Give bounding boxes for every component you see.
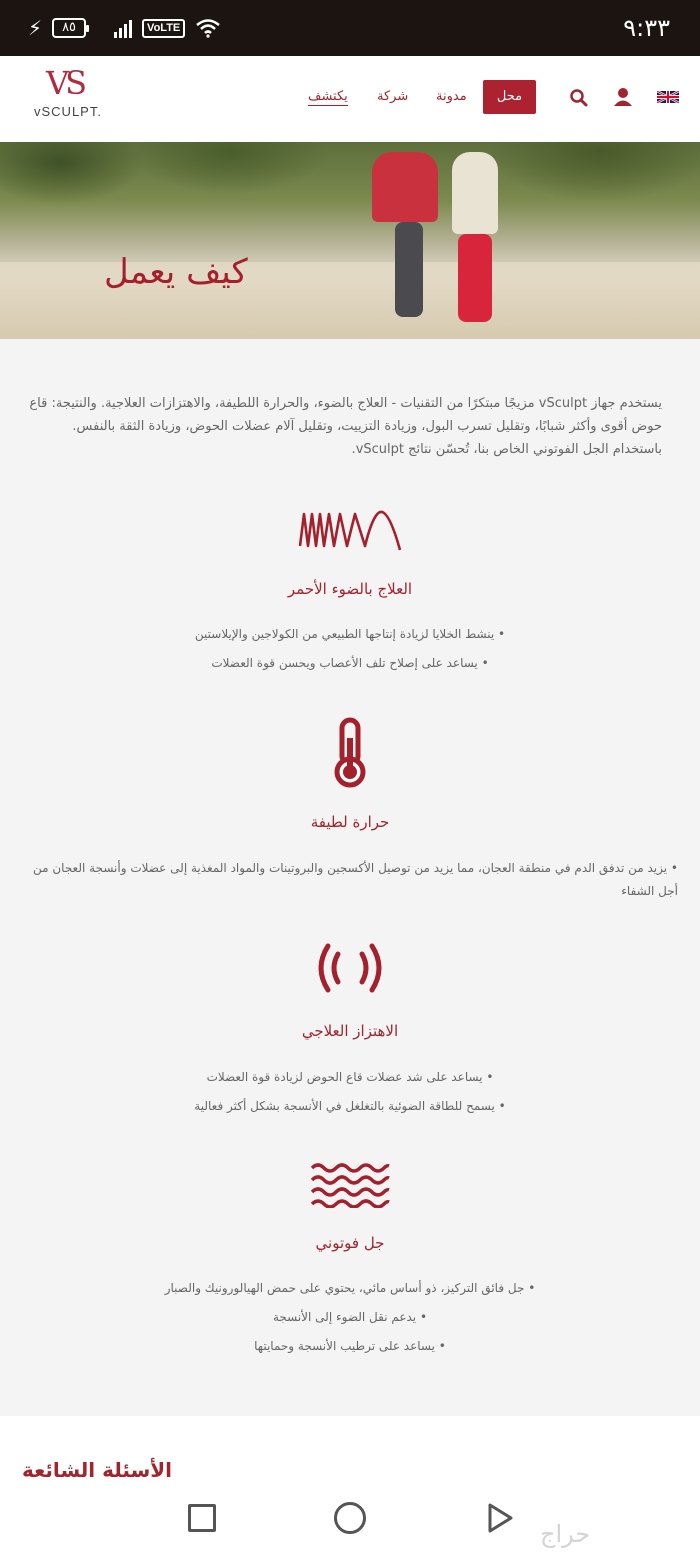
feature-bullet: • يساعد على شد عضلات قاع الحوض لزيادة قوة العضلات — [206, 1070, 494, 1084]
feature-title-gentle-heat: حرارة لطيفة — [310, 813, 390, 831]
feature-bullet: • جل فائق التركيز، ذو أساس مائي، يحتوي على حمض الهيالورونيك والصبار — [164, 1281, 536, 1295]
thermometer-icon — [330, 716, 370, 788]
vsculpt-logo[interactable] — [34, 64, 104, 120]
feature-bullet: • يزيد من تدفق الدم في منطقة العجان، مما يزيد من توصيل الأكسجين والبروتينات والمواد المغذية إلى عضلات وأنسجة العجان من أجل الشفاء — [32, 861, 678, 898]
logo-mark: VS — [46, 64, 84, 102]
signal-icon — [114, 18, 132, 38]
clock: ٩:٣٣ — [623, 14, 670, 42]
hero-trees — [0, 142, 700, 222]
site-header — [0, 56, 700, 142]
feature-title-red-light: العلاج بالضوء الأحمر — [287, 580, 413, 598]
battery-icon: ٨٥ — [52, 18, 86, 38]
vibration-icon — [314, 940, 386, 996]
hero-person-left — [372, 152, 438, 222]
faq-section — [0, 1416, 700, 1556]
faq-title: الأسئلة الشائعة — [22, 1458, 172, 1482]
intro-paragraph: يستخدم جهاز vSculpt مزيجًا مبتكرًا من التقنيات - العلاج بالضوء، والحرارة اللطيفة، والاهتزازات العلاجية. والنتيجة: قاع حوض أقوى وأكثر شبابًا، وتقليل تسرب البول، وزيادة التزييت، وتقليل آلام عضلات الحوض، وزيادة الثقة بالنفس. باستخدام الجل الفوتوني الخاص بنا، تُحسّن نتائج vSculpt. — [29, 396, 662, 457]
nav-discover[interactable]: يكتشف — [308, 89, 348, 104]
haraj-watermark: حراج — [540, 1520, 591, 1548]
feature-bullet: • يسمح للطاقة الضوئية بالتغلغل في الأنسجة بشكل أكثر فعالية — [194, 1099, 506, 1113]
account-icon[interactable] — [612, 86, 634, 108]
search-icon[interactable] — [569, 88, 589, 108]
hero-title: كيف يعمل — [104, 252, 248, 292]
recent-apps-button[interactable] — [188, 1504, 216, 1532]
charging-icon: ⚡ — [28, 16, 43, 40]
feature-bullet: • يدعم نقل الضوء إلى الأنسجة — [272, 1310, 428, 1324]
feature-bullet: • يساعد على ترطيب الأنسجة وحمايتها — [254, 1339, 446, 1353]
logo-wordmark: vSCULPT. — [34, 104, 102, 119]
hero-person-right — [452, 152, 498, 234]
gel-waves-icon — [310, 1160, 390, 1208]
hero-banner — [0, 142, 700, 339]
home-button[interactable] — [334, 1502, 366, 1534]
hero-person-right-legs — [458, 234, 492, 322]
hero-person-left-legs — [395, 222, 423, 317]
nav-blog[interactable]: مدونة — [436, 89, 467, 104]
volte-badge: VoLTE — [142, 19, 185, 38]
feature-bullet: • ينشط الخلايا لزيادة إنتاجها الطبيعي من الكولاجين والإيلاستين — [194, 627, 506, 641]
red-light-wave-icon — [298, 506, 402, 554]
status-bar — [0, 0, 700, 56]
shop-button[interactable]: محل — [483, 80, 536, 114]
uk-flag-icon[interactable] — [657, 91, 679, 103]
feature-title-photon-gel: جل فوتوني — [315, 1234, 385, 1252]
back-button[interactable] — [486, 1502, 514, 1534]
wifi-icon — [195, 18, 221, 38]
feature-title-vibration: الاهتزاز العلاجي — [301, 1022, 399, 1040]
feature-bullet: • يساعد على إصلاح تلف الأعصاب ويحسن قوة العضلات — [211, 656, 489, 670]
nav-company[interactable]: شركة — [377, 89, 409, 104]
